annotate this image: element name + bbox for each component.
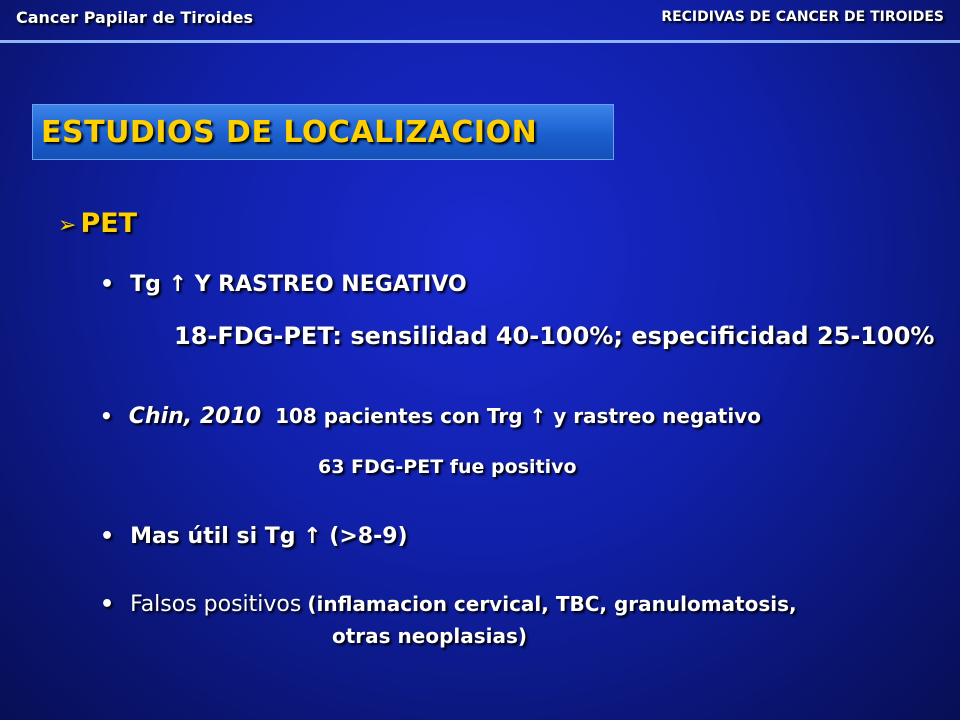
bullet-dot-icon: • — [100, 592, 115, 617]
arrow-bullet-icon: ➢ — [58, 213, 77, 238]
bullet-4-text: (inflamacion cervical, TBC, granulomatosis, — [307, 592, 797, 616]
bullet-4-lead: Falsos positivos — [130, 592, 302, 617]
bullet-1-detail: 18-FDG-PET: sensilidad 40-100%; especificidad 25-100% — [174, 322, 935, 350]
bullet-4-detail: otras neoplasias) — [332, 624, 528, 648]
bullet-2-author: Chin, 2010 — [128, 404, 262, 429]
bullet-item-4 — [100, 592, 797, 617]
header-left-text: Cancer Papilar de Tiroides — [16, 8, 253, 27]
slide-title: ESTUDIOS DE LOCALIZACION — [41, 115, 538, 150]
header-right-text: RECIDIVAS DE CANCER DE TIROIDES — [661, 9, 944, 25]
bullet-dot-icon: • — [100, 272, 115, 297]
bullet-dot-icon: • — [100, 404, 113, 428]
bullet-item-3 — [100, 524, 408, 549]
bullet-3-text: Mas útil si Tg ↑ (>8-9) — [130, 524, 408, 549]
header-divider — [0, 40, 960, 43]
bullet-2-text: 108 pacientes con Trg ↑ y rastreo negativo — [275, 404, 761, 428]
section-pet — [58, 208, 137, 239]
bullet-item-2 — [100, 404, 761, 429]
bullet-2-detail: 63 FDG-PET fue positivo — [318, 456, 577, 478]
title-box — [32, 104, 614, 160]
bullet-item-1 — [100, 272, 467, 297]
bullet-dot-icon: • — [100, 524, 115, 549]
bullet-1-text: Tg ↑ Y RASTREO NEGATIVO — [130, 272, 467, 297]
section-label: PET — [80, 208, 138, 239]
